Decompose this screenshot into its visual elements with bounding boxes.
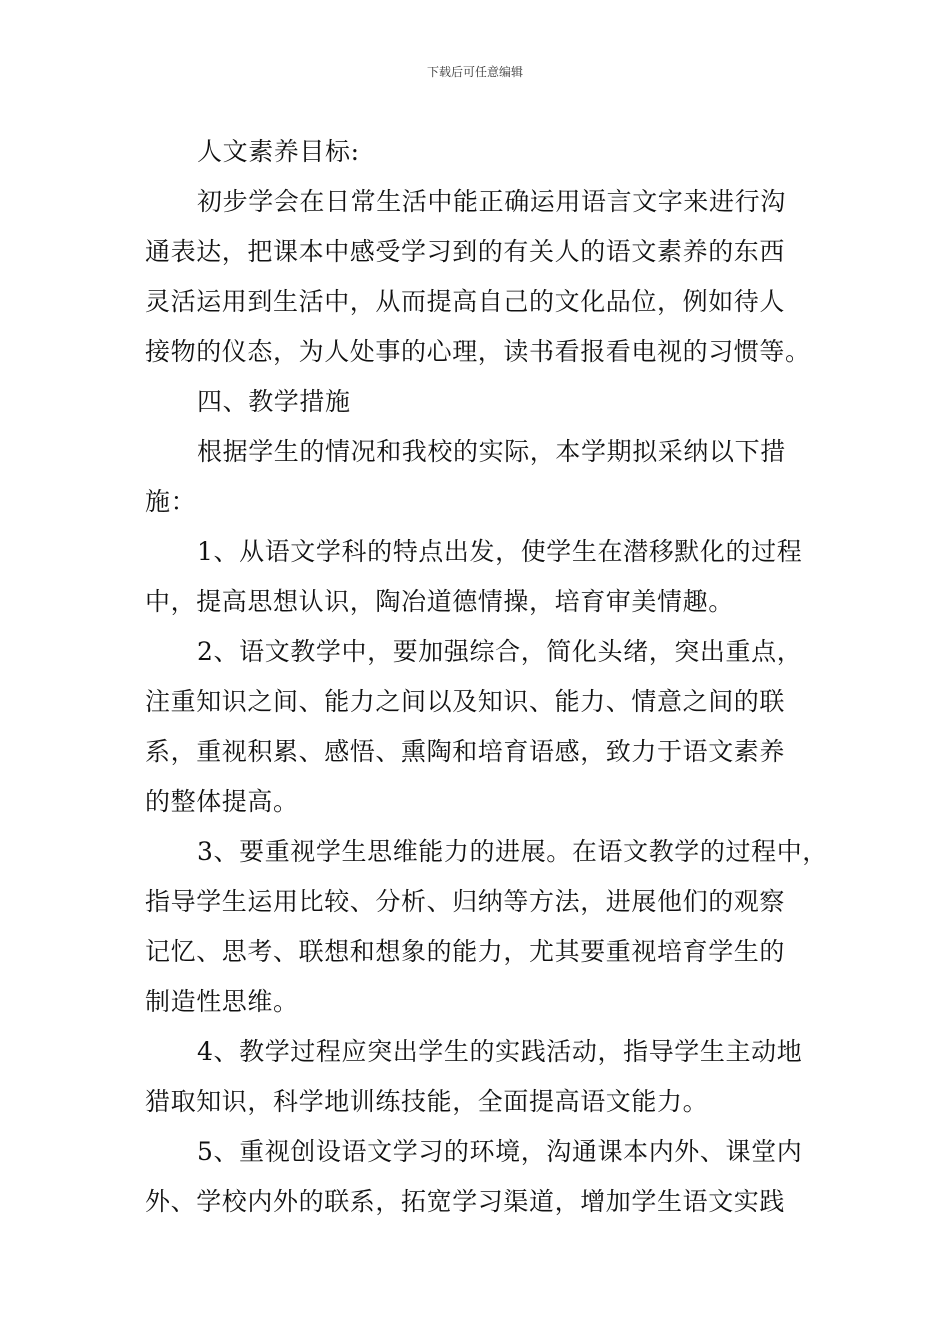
text-line: 记忆、思考、联想和想象的能力，尤其要重视培育学生的 [145,937,786,966]
text-line: 根据学生的情况和我校的实际，本学期拟采纳以下措 [197,437,786,466]
text-line: 初步学会在日常生活中能正确运用语言文字来进行沟 [197,187,786,216]
page-header: 下载后可任意编辑 [426,65,523,79]
paragraph-measures-intro [145,427,807,527]
text-line: 通表达，把课本中感受学习到的有关人的语文素养的东西 [145,237,786,266]
section-heading-teaching-measures [145,377,807,427]
list-item-measure-5 [145,1127,807,1227]
document-body [145,127,828,1227]
text-line: 3、要重视学生思维能力的进展。在语文教学的过程中， [197,837,828,866]
paragraph-humanities-goal-heading [145,127,807,177]
list-item-measure-3 [145,827,828,1027]
text-line: 系，重视积累、感悟、熏陶和培育语感，致力于语文素养 [145,737,786,766]
text-line: 猎取知识，科学地训练技能，全面提高语文能力。 [145,1087,709,1116]
text-line: 5、重视创设语文学习的环境，沟通课本内外、课堂内 [197,1137,803,1166]
text-line: 4、教学过程应突出学生的实践活动，指导学生主动地 [197,1037,803,1066]
text-line: 的整体提高。 [145,787,299,816]
text-line: 制造性思维。 [145,987,299,1016]
text-line: 人文素养目标: [197,137,360,166]
text-line: 2、语文教学中，要加强综合，简化头绪，突出重点， [197,637,803,666]
list-item-measure-2 [145,627,807,827]
text-line: 四、教学措施 [197,387,351,416]
text-line: 1、从语文学科的特点出发，使学生在潜移默化的过程 [197,537,803,566]
text-line: 外、学校内外的联系，拓宽学习渠道，增加学生语文实践 [145,1187,786,1216]
text-line: 指导学生运用比较、分析、归纳等方法，进展他们的观察 [145,887,786,916]
text-line: 中，提高思想认识，陶冶道德情操，培育审美情趣。 [145,587,734,616]
list-item-measure-1 [145,527,807,627]
list-item-measure-4 [145,1027,807,1127]
text-line: 接物的仪态，为人处事的心理，读书看报看电视的习惯等。 [145,337,811,366]
text-line: 注重知识之间、能力之间以及知识、能力、情意之间的联 [145,687,786,716]
text-line: 施： [145,487,197,516]
paragraph-humanities-goal [145,177,811,377]
text-line: 灵活运用到生活中，从而提高自己的文化品位，例如待人 [145,287,786,316]
